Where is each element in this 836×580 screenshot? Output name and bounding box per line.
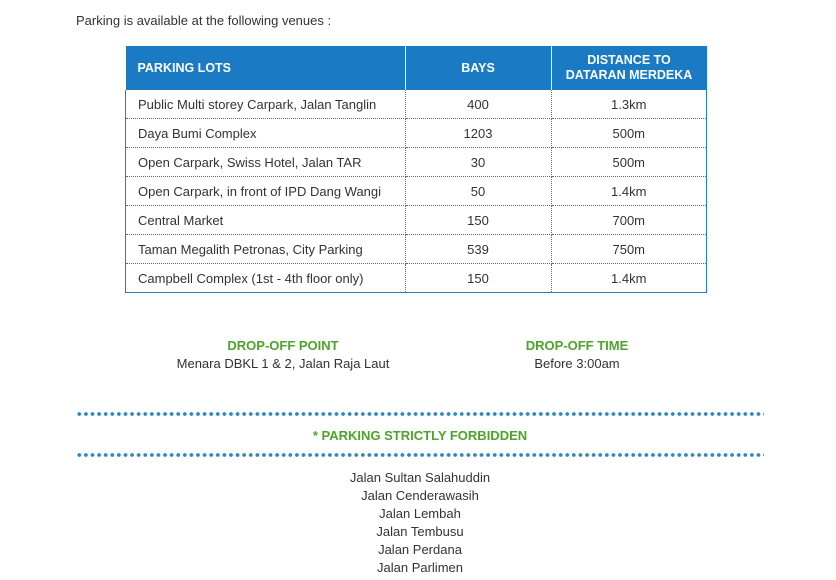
table-row <box>126 264 707 293</box>
cell-distance: 700m <box>551 206 707 235</box>
cell-bays: 539 <box>405 235 551 264</box>
dropoff-time-title: DROP-OFF TIME <box>525 338 629 353</box>
cell-distance: 1.4km <box>551 264 707 293</box>
dropoff-point-block <box>133 338 433 371</box>
cell-bays: 30 <box>405 148 551 177</box>
cell-lot: Central Market <box>126 206 406 235</box>
cell-distance: 750m <box>551 235 707 264</box>
intro-text: Parking is available at the following venues : <box>76 13 332 28</box>
cell-distance: 500m <box>551 119 707 148</box>
cell-bays: 400 <box>405 90 551 119</box>
header-distance-line2: DATARAN MERDEKA <box>565 68 693 82</box>
cell-distance: 1.4km <box>551 177 707 206</box>
dotted-divider-bottom <box>76 452 764 458</box>
cell-lot: Campbell Complex (1st - 4th floor only) <box>126 264 406 293</box>
cell-bays: 50 <box>405 177 551 206</box>
list-item: Jalan Sultan Salahuddin <box>349 470 491 485</box>
dotted-divider-top <box>76 411 764 417</box>
list-item: Jalan Parlimen <box>377 560 463 575</box>
list-item: Jalan Lembah <box>379 506 461 521</box>
table-row <box>126 148 707 177</box>
cell-bays: 150 <box>405 206 551 235</box>
dropoff-point-title: DROP-OFF POINT <box>227 338 339 353</box>
parking-forbidden-title: * PARKING STRICTLY FORBIDDEN <box>312 428 528 443</box>
table-row <box>126 119 707 148</box>
cell-distance: 1.3km <box>551 90 707 119</box>
table-row <box>126 90 707 119</box>
forbidden-streets-list <box>270 469 570 577</box>
table-row <box>126 235 707 264</box>
cell-lot: Open Carpark, in front of IPD Dang Wangi <box>126 177 406 206</box>
cell-lot: Taman Megalith Petronas, City Parking <box>126 235 406 264</box>
cell-distance: 500m <box>551 148 707 177</box>
dropoff-point-value: Menara DBKL 1 & 2, Jalan Raja Laut <box>176 356 390 371</box>
cell-bays: 1203 <box>405 119 551 148</box>
table-header-row <box>126 46 707 90</box>
table-row <box>126 177 707 206</box>
cell-bays: 150 <box>405 264 551 293</box>
parking-lots-table <box>125 46 707 293</box>
header-distance-line1: DISTANCE TO <box>587 53 671 67</box>
table-row <box>126 206 707 235</box>
list-item: Jalan Perdana <box>378 542 462 557</box>
cell-lot: Public Multi storey Carpark, Jalan Tanglin <box>126 90 406 119</box>
dropoff-time-block <box>427 338 727 371</box>
dropoff-time-value: Before 3:00am <box>534 356 620 371</box>
header-distance <box>551 46 707 90</box>
list-item: Jalan Cenderawasih <box>361 488 479 503</box>
header-parking-lots: PARKING LOTS <box>126 46 406 90</box>
cell-lot: Daya Bumi Complex <box>126 119 406 148</box>
header-bays: BAYS <box>405 46 551 90</box>
cell-lot: Open Carpark, Swiss Hotel, Jalan TAR <box>126 148 406 177</box>
list-item: Jalan Tembusu <box>376 524 464 539</box>
